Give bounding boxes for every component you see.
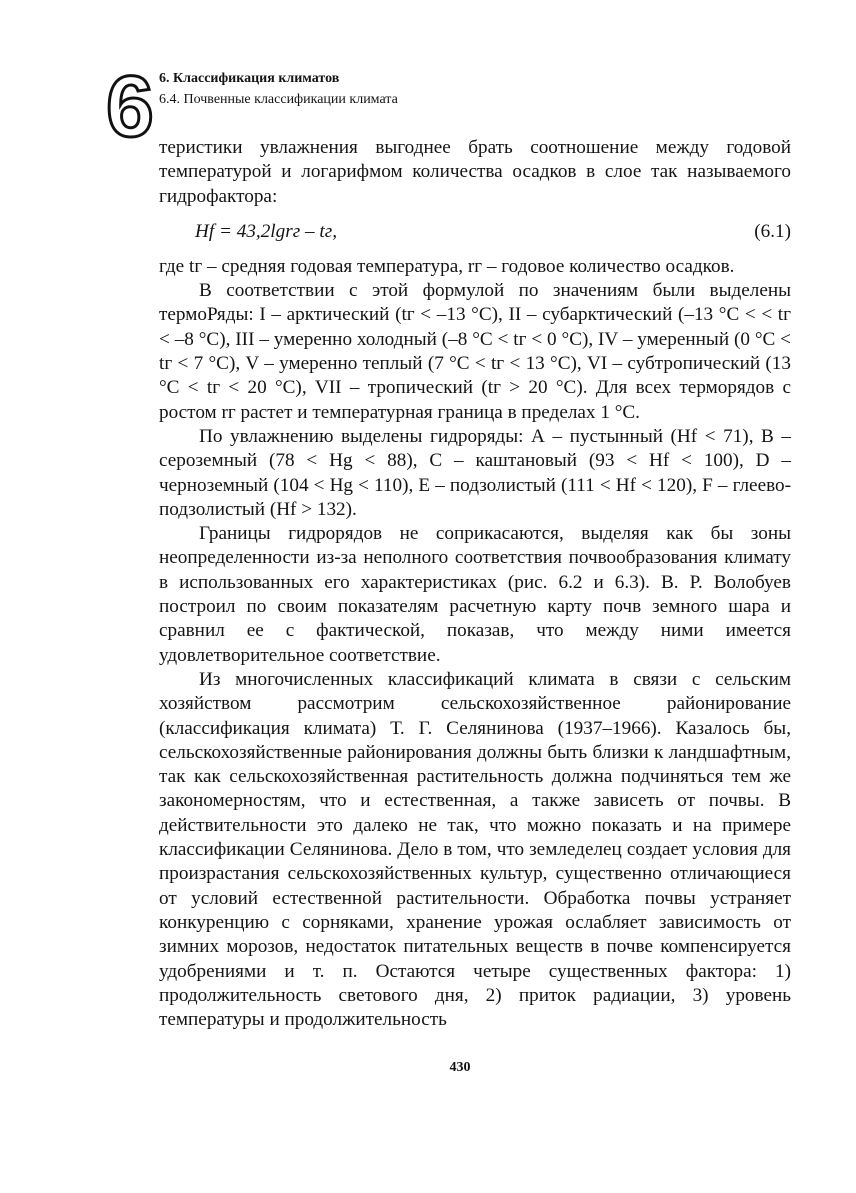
formula <box>159 211 791 253</box>
paragraph: По увлажнению выделены гидроряды: А – пустынный (Hf < 71), В – сероземный (78 < Hg < 88), С – каштановый (93 < Hf < 100), D – черноземный (104 < Hg < 110), Е – подзолистый (111 < Hf < 120), F – глеево-подзолистый (Hf > 132). <box>159 425 791 520</box>
paragraph: теристики увлажнения выгоднее брать соотношение между годовой температурой и логарифмом количества осадков в слое так называемого гидрофактора: <box>159 137 791 207</box>
paragraph: Из многочисленных классификаций климата в связи с сельским хозяйством рассмотрим сельскохозяйственное районирование (классификация климата) Т. Г. Селянинова (1937–1966). Казалось бы, сельскохозяйственные районирования должны быть близки к ландшафтным, так как сельскохозяйственная растительность должна подчиняться тем же закономерностям, что и естественная, а также зависеть от почвы. В действительности это далеко не так, что можно показать и на примере классификации Селянинова. Дело в том, что земледелец создает условия для произрастания сельскохозяйственных культур, существенно отличающиеся от условий естественной растительности. Обработка почвы устраняет конкуренцию с сорняками, хранение урожая ослабляет зависимость от зимних морозов, недостаток питательных веществ в почве компенсируется удобрениями и т. п. Остаются четыре существенных фактора: 1) продолжительность светового дня, 2) приток радиации, 3) уровень температуры и продолжительность <box>159 668 791 1031</box>
section-title: 6. Классификация климатов <box>159 71 340 86</box>
formula-expression: Hf = 43,2lgrг – tг, <box>195 220 337 242</box>
page-number: 430 <box>449 1060 471 1075</box>
page-body <box>159 136 791 1032</box>
running-header <box>159 68 398 110</box>
paragraph: Границы гидрорядов не соприкасаются, выделяя как бы зоны неопределенности из-за неполного соответствия почвообразования климату в использованных его характеристиках (рис. 6.2 и 6.3). В. Р. Волобуев построил по своим показателям расчетную карту почв земного шара и сравнил ее с фактической, показав, что между ними имеется удовлетворительное соответствие. <box>159 523 791 666</box>
paragraph: где tг – средняя годовая температура, rг – годовое количество осадков. <box>159 255 735 277</box>
formula-number: (6.1) <box>754 220 791 242</box>
chapter-number-mark: 6 <box>106 59 154 155</box>
subsection-title: 6.4. Почвенные классификации климата <box>159 92 398 107</box>
paragraph: В соответствии с этой формулой по значениям были выделены термоРяды: I – арктический (tг < –13 °С), II – субарктический (–13 °С < < tг < –8 °С), III – умеренно холодный (–8 °С < tг < 0 °С), IV – умеренный (0 °С < tг < 7 °С), V – умеренно теплый (7 °С < tг < 13 °С), VI – субтропический (13 °С < tг < 20 °С), VII – тропический (tг > 20 °С). Для всех терморядов с ростом rг растет и температурная граница в пределах 1 °С. <box>159 280 791 423</box>
